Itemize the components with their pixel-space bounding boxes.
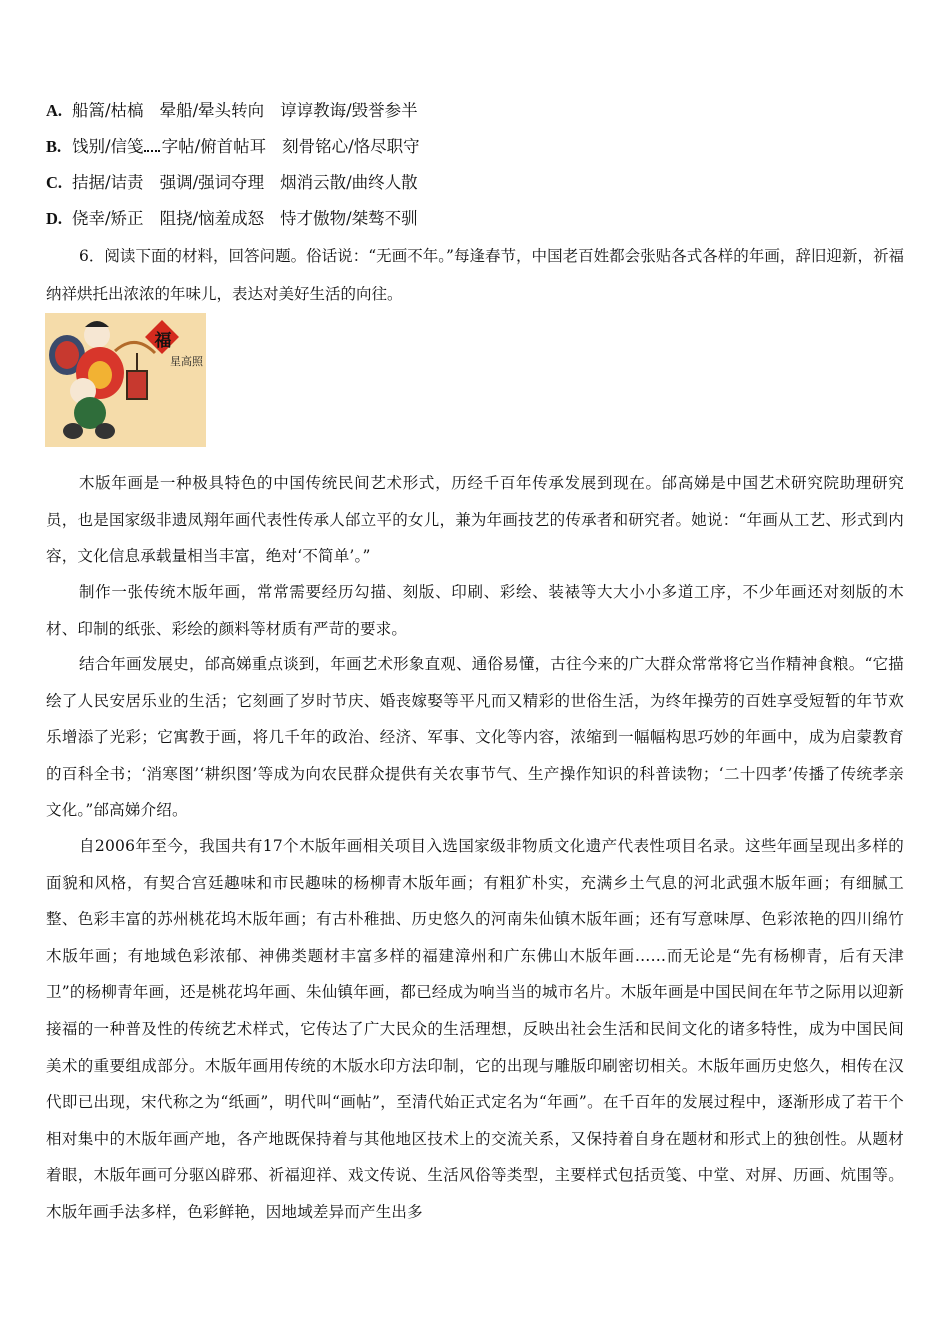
- option-item: 字帖/俯首帖耳: [161, 137, 267, 156]
- option-c: [46, 171, 434, 195]
- option-item: 饯别/信笺: [72, 137, 144, 156]
- option-d: [46, 207, 434, 231]
- option-label: B.: [46, 137, 62, 156]
- option-item: 恃才傲物/桀骜不驯: [280, 209, 418, 228]
- paragraph-4: 自2006年至今，我国共有17个木版年画相关项目入选国家级非物质文化遗产代表性项目名录。这些年画呈现出多样的面貌和风格，有契合宫廷趣味和市民趣味的杨柳青木版年画；有粗犷朴实，充满乡土气息的河北武强木版年画；有细腻工整、色彩丰富的苏州桃花坞木版年画；有古朴稚拙、历史悠久的河南朱仙镇木版年画；还有写意味厚、色彩浓艳的四川绵竹木版年画；有地域色彩浓郁、神佛类题材丰富多样的福建漳州和广东佛山木版年画……而无论是“先有杨柳青，后有天津卫”的杨柳青年画，还是桃花坞年画、朱仙镇年画，都已经成为响当当的城市名片。木版年画是中国民间在年节之际用以迎新接福的一种普及性的传统艺术样式，它传达了广大民众的生活理想，反映出社会生活和民间文化的诸多特性，成为中国民间美术的重要组成部分。木版年画用传统的木版水印方法印制，它的出现与雕版印刷密切相关。木版年画历史悠久，相传在汉代即已出现，宋代称之为“纸画”，明代叫“画帖”，至清代始正式定名为“年画”。在千百年的发展过程中，逐渐形成了若干个相对集中的木版年画产地，各产地既保持着与其他地区技术上的交流关系，又保持着自身在题材和形式上的独创性。从题材着眼，木版年画可分驱凶辟邪、祈福迎祥、戏文传说、生活风俗等类型，主要样式包括贡笺、中堂、对屏、历画、炕围等。木版年画手法多样，色彩鲜艳，因地域差异而产生出多: [46, 837, 904, 1221]
- question-text: 6．阅读下面的材料，回答问题。俗话说：“无画不年。”每逢春节，中国老百姓都会张贴各式各样的年画，辞旧迎新，祈福纳祥烘托出浓浓的年味儿，表达对美好生活的向往。: [46, 247, 904, 303]
- option-a: [46, 99, 434, 123]
- picture-caption: 星高照: [170, 355, 203, 368]
- paragraph-1: 木版年画是一种极具特色的中国传统民间艺术形式，历经千百年传承发展到现在。邰高娣是中国艺术研究院助理研究员，也是国家级非遗凤翔年画代表性传承人邰立平的女儿，兼为年画技艺的传承者和研究者。她说：“年画从工艺、形式到内容，文化信息承载量相当丰富，绝对‘不简单’。”: [46, 474, 904, 566]
- paragraph-3: 结合年画发展史，邰高娣重点谈到，年画艺术形象直观、通俗易懂，古往今来的广大群众常常将它当作精神食粮。“它描绘了人民安居乐业的生活；它刻画了岁时节庆、婚丧嫁娶等平凡而又精彩的世俗生活，为终年操劳的百姓享受短暂的年节欢乐增添了光彩；它寓教于画，将几千年的政治、经济、军事、文化等内容，浓缩到一幅幅构思巧妙的年画中，成为启蒙教育的百科全书；‘消寒图’‘耕织图’等成为向农民群众提供有关农事节气、生产操作知识的科普读物；‘二十四孝’传播了传统孝亲文化。”邰高娣介绍。: [46, 655, 904, 820]
- option-item: 侥幸/矫正: [72, 209, 144, 228]
- emphasis-dots: [144, 142, 160, 152]
- option-item: 刻骨铭心/恪尽职守: [282, 137, 420, 156]
- option-b: [46, 135, 436, 159]
- option-label: C.: [46, 173, 63, 192]
- option-label: D.: [46, 209, 63, 228]
- option-item: 阻挠/恼羞成怒: [159, 209, 265, 228]
- fu-character: 福: [154, 331, 172, 351]
- paragraph-2: 制作一张传统木版年画，常常需要经历勾描、刻版、印刷、彩绘、装裱等大大小小多道工序，不少年画还对刻版的木材、印制的纸张、彩绘的颜料等材质有严苛的要求。: [46, 583, 904, 638]
- option-item: 拮据/诘责: [72, 173, 144, 192]
- new-year-picture: [45, 313, 206, 447]
- option-item: 烟消云散/曲终人散: [280, 173, 418, 192]
- option-item: 船篙/枯槁: [72, 101, 144, 120]
- option-label: A.: [46, 101, 63, 120]
- option-item: 晕船/晕头转向: [159, 101, 265, 120]
- option-item: 强调/强词夺理: [159, 173, 265, 192]
- option-item: 谆谆教诲/毁誉参半: [280, 101, 418, 120]
- new-year-painting-icon: [45, 313, 206, 447]
